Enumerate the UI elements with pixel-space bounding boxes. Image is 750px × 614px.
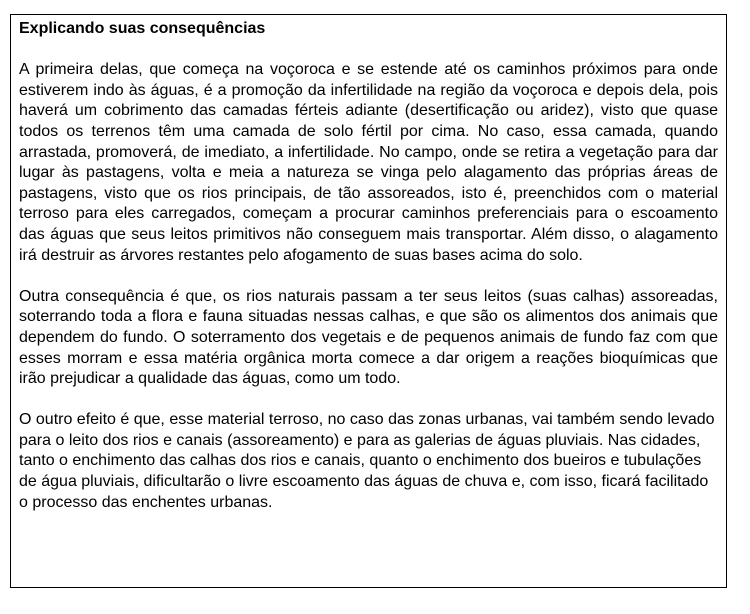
- text-box-content: [19, 19, 718, 513]
- document-title: Explicando suas consequências: [19, 20, 266, 37]
- paragraph-1: A primeira delas, que começa na voçoroca e se estende até os caminhos próximos para onde estiverem indo às águas, é a promoção da infertilidade na região da voçoroca e depois dela, pois haverá um cobrimento das camadas férteis adiante (desertificação ou aridez), visto que quase todos os terrenos têm uma camada de solo fértil por cima. No caso, essa camada, quando arrastada, promoverá, de imediato, a infertilidade. No campo, onde se retira a vegetação para dar lugar às pastagens, volta e meia a natureza se vinga pelo alagamento das próprias áreas de pastagens, visto que os rios principais, de tão assoreados, isto é, preenchidos com o material terroso para eles carregados, começam a procurar caminhos preferenciais para o escoamento das águas que seus leitos primitivos não conseguem mais transportar. Além disso, o alagamento irá destruir as árvores restantes pelo afogamento de suas bases acima do solo.: [19, 61, 718, 264]
- paragraph-2: Outra consequência é que, os rios naturais passam a ter seus leitos (suas calhas) assoreadas, soterrando toda a flora e fauna situadas nessas calhas, e que são os alimentos dos animais que dependem do fundo. O soterramento dos vegetais e de pequenos animais de fundo faz com que esses morram e essa matéria orgânica morta comece a dar origem a reações bioquímicas que irão prejudicar a qualidade das águas, como um todo.: [19, 287, 718, 388]
- text-box: [10, 14, 727, 588]
- paragraph-3: O outro efeito é que, esse material terroso, no caso das zonas urbanas, vai também sendo levado para o leito dos rios e canais (assoreamento) e para as galerias de águas pluviais. Nas cidades, tanto o enchimento das calhas dos rios e canais, quanto o enchimento dos bueiros e tubulações de água pluviais, dificultarão o livre escoamento das águas de chuva e, com isso, ficará facilitado o processo das enchentes urbanas.: [19, 411, 715, 511]
